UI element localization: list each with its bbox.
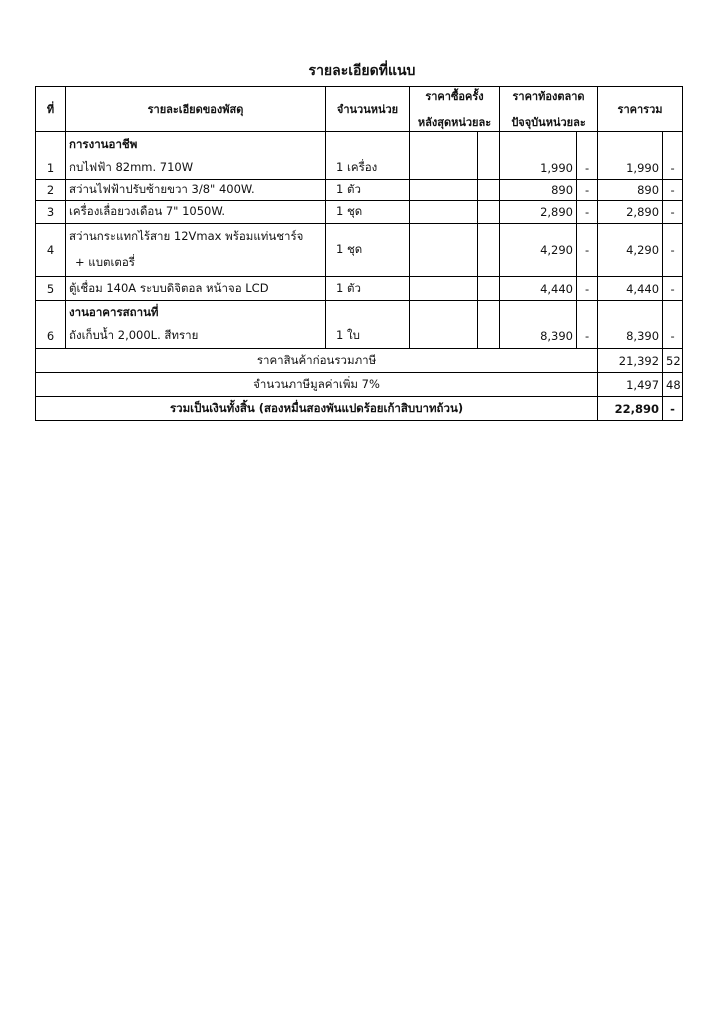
header-detail: รายละเอียดของพัสดุ [66,87,326,132]
item-unit-price: 8,390 [500,325,577,349]
item-qty: 1 ตัว [326,277,410,301]
item-total-satang: - [663,180,683,201]
item-unit-price: 890 [500,180,577,201]
item-unit-satang: - [577,180,598,201]
subtotal-baht: 21,392 [598,349,663,373]
header-market-price-line2: ปัจจุบันหน่วยละ [511,116,586,129]
group-heading: การงานอาชีพ [66,132,326,158]
item-total-satang: - [663,277,683,301]
vat-label: จำนวนภาษีมูลค่าเพิ่ม 7% [36,373,598,397]
item-unit-price: 4,440 [500,277,577,301]
header-last-price [410,87,500,132]
item-detail: ถังเก็บน้ำ 2,000L. สีทราย [66,325,326,349]
item-unit-price: 1,990 [500,158,577,180]
grand-total-row [36,397,683,421]
item-total: 4,290 [598,224,663,277]
group-row [36,132,683,158]
item-no: 6 [36,325,66,349]
vat-baht: 1,497 [598,373,663,397]
grand-total-satang: - [663,397,683,421]
item-no: 4 [36,224,66,277]
item-no: 5 [36,277,66,301]
item-total: 4,440 [598,277,663,301]
header-row [36,87,683,132]
item-unit-satang: - [577,201,598,224]
page-title: รายละเอียดที่แนบ [308,63,416,79]
item-unit-satang: - [577,224,598,277]
vat-satang: 48 [663,373,683,397]
item-total: 890 [598,180,663,201]
item-unit-satang: - [577,325,598,349]
table-row [36,325,683,349]
header-qty: จำนวนหน่วย [326,87,410,132]
table-row [36,158,683,180]
table-row [36,201,683,224]
item-qty: 1 ชุด [326,224,410,277]
header-total: ราคารวม [598,87,683,132]
header-market-price [500,87,598,132]
item-no: 2 [36,180,66,201]
item-total: 8,390 [598,325,663,349]
item-total-satang: - [663,325,683,349]
subtotal-label: ราคาสินค้าก่อนรวมภาษี [36,349,598,373]
item-total-satang: - [663,224,683,277]
item-total-satang: - [663,158,683,180]
table-row [36,277,683,301]
header-last-price-line2: หลังสุดหน่วยละ [417,116,492,129]
item-total: 2,890 [598,201,663,224]
item-qty: 1 ตัว [326,180,410,201]
item-unit-price: 4,290 [500,224,577,277]
item-detail [66,224,326,277]
item-unit-satang: - [577,158,598,180]
item-detail: เครื่องเลื่อยวงเดือน 7" 1050W. [66,201,326,224]
table-row [36,224,683,277]
item-detail: กบไฟฟ้า 82mm. 710W [66,158,326,180]
subtotal-row [36,349,683,373]
item-qty: 1 เครื่อง [326,158,410,180]
header-no: ที่ [36,87,66,132]
table-row [36,180,683,201]
item-no: 3 [36,201,66,224]
header-market-price-line1: ราคาท้องตลาด [512,90,585,103]
item-detail-line2: + แบตเตอรี่ [75,255,135,269]
grand-total-label: รวมเป็นเงินทั้งสิ้น (สองหมื่นสองพันแปดร้อยเก้าสิบบาทถ้วน) [36,397,598,421]
items-table [35,86,683,421]
item-detail-line1: สว่านกระแทกไร้สาย 12Vmax พร้อมแท่นชาร์จ [69,229,304,243]
item-unit-satang: - [577,277,598,301]
item-no: 1 [36,158,66,180]
group-row [36,301,683,325]
item-unit-price: 2,890 [500,201,577,224]
header-last-price-line1: ราคาซื้อครั้ง [425,90,484,103]
item-detail: ตู้เชื่อม 140A ระบบดิจิตอล หน้าจอ LCD [66,277,326,301]
subtotal-satang: 52 [663,349,683,373]
item-detail: สว่านไฟฟ้าปรับซ้ายขวา 3/8" 400W. [66,180,326,201]
item-qty: 1 ใบ [326,325,410,349]
group-heading: งานอาคารสถานที่ [66,301,326,325]
item-qty: 1 ชุด [326,201,410,224]
item-total: 1,990 [598,158,663,180]
vat-row [36,373,683,397]
grand-total-baht: 22,890 [598,397,663,421]
item-total-satang: - [663,201,683,224]
